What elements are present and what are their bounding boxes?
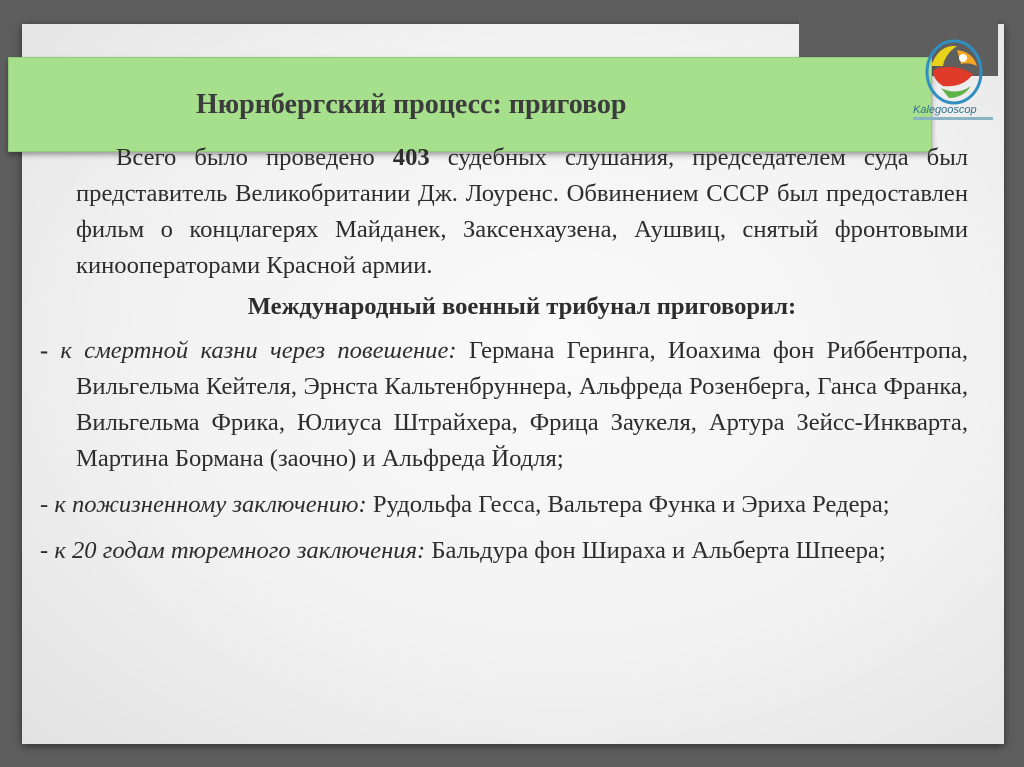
logo-text: Kalegooscop xyxy=(913,104,977,116)
list-dash: - xyxy=(40,491,55,518)
sentence-label: к 20 годам тюремного заключения: xyxy=(54,537,426,564)
sentence-life xyxy=(40,487,968,523)
slide-title: Нюрнбергский процесс: приговор xyxy=(196,89,627,120)
slide-body xyxy=(40,140,968,569)
sentence-names: Рудольфа Гесса, Вальтера Функа и Эриха Редера; xyxy=(366,491,890,518)
list-dash: - xyxy=(40,537,55,564)
intro-after: судебных слушания, председателем суда был представитель Великобритании Дж. Лоуренс. Обвинением СССР был предоставлен фильм о концлагерях Майданек, Заксенхаузена, Аушвиц, снятый фронтовыми кинооператорами Красной армии. xyxy=(76,144,968,279)
intro-before: Всего было проведено xyxy=(116,144,393,171)
list-dash: - xyxy=(40,337,61,364)
intro-paragraph xyxy=(76,140,968,284)
hearings-count: 403 xyxy=(392,144,430,171)
sentence-label: к пожизненному заключению: xyxy=(54,491,367,518)
logo-underline xyxy=(913,117,993,120)
sentence-names: Бальдура фон Шираха и Альберта Шпеера; xyxy=(425,537,886,564)
sentence-label: к смертной казни через повешение: xyxy=(60,337,457,364)
logo-emblem-icon xyxy=(923,36,985,106)
title-band xyxy=(8,57,932,152)
logo xyxy=(907,36,999,122)
sentence-20-years xyxy=(40,533,968,569)
sentence-names: Германа Геринга, Иоахима фон Риббентропа, Вильгельма Кейтеля, Эрнста Кальтенбруннера, Альфреда Розенберга, Ганса Франка, Вильгельма Фрика, Юлиуса Штрайхера, Фрица Заукеля, Артура Зейсс-Инкварта, Мартина Бормана (заочно) и Альфреда Йодля; xyxy=(76,337,968,472)
sentence-death xyxy=(40,333,968,477)
verdict-heading: Международный военный трибунал приговорил: xyxy=(247,293,797,320)
